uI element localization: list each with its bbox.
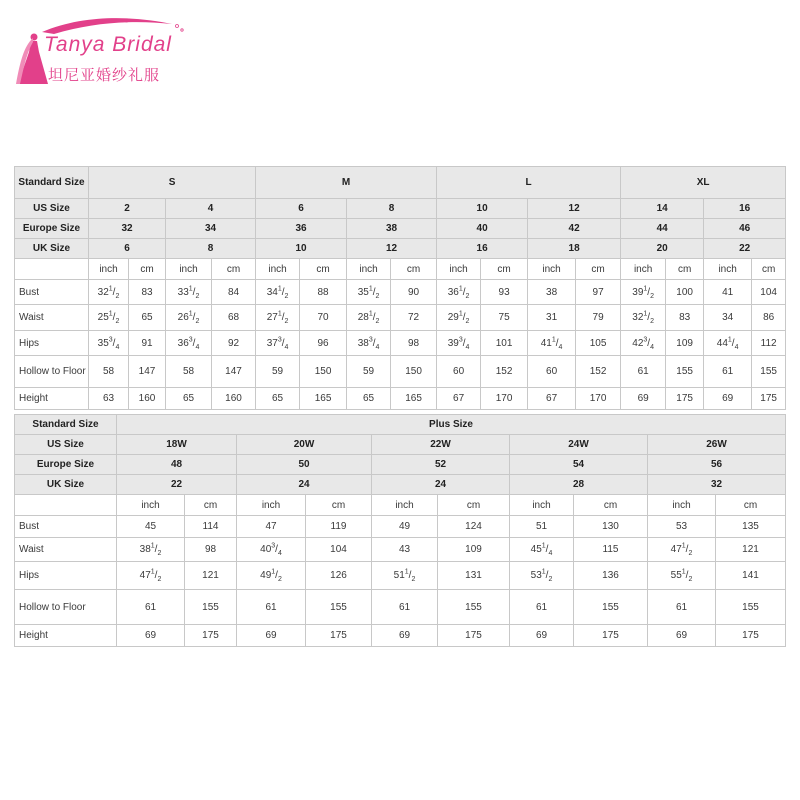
- measurement-value: 90: [391, 280, 437, 305]
- measurement-value: 79: [576, 305, 621, 331]
- measurement-value: 155: [185, 590, 237, 625]
- plus-size-group-row: [15, 415, 786, 435]
- measurement-value: 160: [129, 388, 166, 410]
- brand-name: Tanya Bridal: [44, 33, 172, 56]
- measurement-value: $41^1/_4$: [528, 331, 576, 356]
- measurement-row: [15, 516, 786, 538]
- unit-label: cm: [574, 495, 648, 516]
- standard-size-header: Standard Size: [15, 415, 117, 435]
- measurement-value: $32^1/_2$: [621, 305, 666, 331]
- measurement-value: 65: [129, 305, 166, 331]
- unit-label: inch: [372, 495, 438, 516]
- measurement-value: 160: [212, 388, 256, 410]
- unit-label: cm: [185, 495, 237, 516]
- us-size-value: 8: [347, 199, 437, 219]
- unit-label: cm: [129, 259, 166, 280]
- uk-size-row: [15, 239, 786, 259]
- measurement-value: 75: [481, 305, 528, 331]
- measurement-value: $47^1/_2$: [648, 538, 716, 562]
- unit-label: inch: [89, 259, 129, 280]
- measurement-value: 136: [574, 562, 648, 590]
- measurement-value: 84: [212, 280, 256, 305]
- measurement-value: 60: [528, 356, 576, 388]
- europe-size-label: Europe Size: [15, 455, 117, 475]
- europe-size-value: 52: [372, 455, 510, 475]
- measurement-value: $26^1/_2$: [166, 305, 212, 331]
- us-size-value: 26W: [648, 435, 786, 455]
- measurement-label: Waist: [15, 538, 117, 562]
- measurement-value: 175: [752, 388, 786, 410]
- europe-size-row: [15, 455, 786, 475]
- unit-label: inch: [166, 259, 212, 280]
- uk-size-value: 10: [256, 239, 347, 259]
- us-size-value: 16: [704, 199, 786, 219]
- unit-label: inch: [510, 495, 574, 516]
- us-size-value: 10: [437, 199, 528, 219]
- measurement-value: 49: [372, 516, 438, 538]
- measurement-value: $55^1/_2$: [648, 562, 716, 590]
- plus-size-header: Plus Size: [117, 415, 786, 435]
- europe-size-label: Europe Size: [15, 219, 89, 239]
- measurement-value: 63: [89, 388, 129, 410]
- measurement-value: 165: [391, 388, 437, 410]
- measurement-row: [15, 331, 786, 356]
- unit-label: inch: [237, 495, 306, 516]
- measurement-value: 67: [437, 388, 481, 410]
- uk-size-value: 18: [528, 239, 621, 259]
- uk-size-label: UK Size: [15, 475, 117, 495]
- measurement-value: 67: [528, 388, 576, 410]
- europe-size-value: 32: [89, 219, 166, 239]
- us-size-value: 4: [166, 199, 256, 219]
- unit-label: inch: [621, 259, 666, 280]
- measurement-value: 83: [129, 280, 166, 305]
- uk-size-row: [15, 475, 786, 495]
- us-size-value: 24W: [510, 435, 648, 455]
- measurement-row: [15, 625, 786, 647]
- measurement-value: 59: [347, 356, 391, 388]
- measurement-row: [15, 538, 786, 562]
- us-size-value: 14: [621, 199, 704, 219]
- measurement-value: 31: [528, 305, 576, 331]
- unit-label: cm: [438, 495, 510, 516]
- measurement-value: 41: [704, 280, 752, 305]
- uk-size-value: 8: [166, 239, 256, 259]
- measurement-value: 175: [438, 625, 510, 647]
- us-size-row: [15, 199, 786, 219]
- measurement-value: 59: [256, 356, 300, 388]
- uk-size-value: 24: [372, 475, 510, 495]
- measurement-value: 69: [621, 388, 666, 410]
- measurement-value: 70: [300, 305, 347, 331]
- standard-size-header: Standard Size: [15, 167, 89, 199]
- measurement-label: Waist: [15, 305, 89, 331]
- measurement-value: 175: [574, 625, 648, 647]
- size-chart-plus: [14, 414, 786, 647]
- measurement-value: 121: [185, 562, 237, 590]
- europe-size-value: 34: [166, 219, 256, 239]
- europe-size-value: 56: [648, 455, 786, 475]
- measurement-row: [15, 280, 786, 305]
- measurement-value: 69: [510, 625, 574, 647]
- europe-size-value: 42: [528, 219, 621, 239]
- measurement-value: 121: [716, 538, 786, 562]
- measurement-value: $33^1/_2$: [166, 280, 212, 305]
- measurement-label: Bust: [15, 280, 89, 305]
- measurement-value: 170: [576, 388, 621, 410]
- measurement-value: 92: [212, 331, 256, 356]
- measurement-value: 34: [704, 305, 752, 331]
- unit-label: inch: [347, 259, 391, 280]
- unit-label: cm: [666, 259, 704, 280]
- measurement-value: 155: [306, 590, 372, 625]
- measurement-value: 98: [391, 331, 437, 356]
- measurement-value: 93: [481, 280, 528, 305]
- measurement-value: $27^1/_2$: [256, 305, 300, 331]
- measurement-value: $35^1/_2$: [347, 280, 391, 305]
- measurement-value: $39^1/_2$: [621, 280, 666, 305]
- measurement-value: 65: [347, 388, 391, 410]
- europe-size-row: [15, 219, 786, 239]
- measurement-label: Height: [15, 625, 117, 647]
- us-size-value: 20W: [237, 435, 372, 455]
- us-size-value: 6: [256, 199, 347, 219]
- uk-size-value: 28: [510, 475, 648, 495]
- measurement-value: 175: [716, 625, 786, 647]
- europe-size-value: 46: [704, 219, 786, 239]
- measurement-value: 86: [752, 305, 786, 331]
- measurement-value: 61: [704, 356, 752, 388]
- measurement-row: [15, 356, 786, 388]
- measurement-value: 109: [666, 331, 704, 356]
- measurement-value: 61: [510, 590, 574, 625]
- measurement-value: $38^1/_2$: [117, 538, 185, 562]
- europe-size-value: 50: [237, 455, 372, 475]
- us-size-value: 18W: [117, 435, 237, 455]
- measurement-value: 45: [117, 516, 185, 538]
- unit-label: cm: [212, 259, 256, 280]
- measurement-value: 115: [574, 538, 648, 562]
- measurement-value: 109: [438, 538, 510, 562]
- europe-size-value: 48: [117, 455, 237, 475]
- size-chart-standard: [14, 166, 786, 410]
- measurement-value: 175: [306, 625, 372, 647]
- measurement-value: 65: [256, 388, 300, 410]
- measurement-value: 69: [704, 388, 752, 410]
- measurement-value: 69: [648, 625, 716, 647]
- europe-size-value: 54: [510, 455, 648, 475]
- measurement-value: 126: [306, 562, 372, 590]
- measurement-value: 175: [185, 625, 237, 647]
- measurement-value: 105: [576, 331, 621, 356]
- measurement-value: 104: [306, 538, 372, 562]
- measurement-value: 43: [372, 538, 438, 562]
- measurement-value: 155: [752, 356, 786, 388]
- measurement-value: $36^1/_2$: [437, 280, 481, 305]
- measurement-value: 69: [372, 625, 438, 647]
- unit-row-blank: [15, 495, 117, 516]
- measurement-value: 150: [300, 356, 347, 388]
- measurement-value: 100: [666, 280, 704, 305]
- unit-label: inch: [704, 259, 752, 280]
- measurement-value: 47: [237, 516, 306, 538]
- unit-label: cm: [300, 259, 347, 280]
- measurement-value: 119: [306, 516, 372, 538]
- uk-size-value: 12: [347, 239, 437, 259]
- measurement-value: 131: [438, 562, 510, 590]
- measurement-value: $51^1/_2$: [372, 562, 438, 590]
- measurement-value: 152: [576, 356, 621, 388]
- uk-size-value: 16: [437, 239, 528, 259]
- measurement-value: $28^1/_2$: [347, 305, 391, 331]
- uk-size-value: 22: [704, 239, 786, 259]
- measurement-value: $42^3/_4$: [621, 331, 666, 356]
- measurement-label: Hips: [15, 331, 89, 356]
- measurement-value: 135: [716, 516, 786, 538]
- unit-label: cm: [716, 495, 786, 516]
- uk-size-value: 32: [648, 475, 786, 495]
- measurement-value: 69: [237, 625, 306, 647]
- measurement-value: 175: [666, 388, 704, 410]
- brand-logo: [14, 10, 194, 90]
- measurement-value: 147: [129, 356, 166, 388]
- measurement-label: Hollow to Floor: [15, 356, 89, 388]
- measurement-value: 69: [117, 625, 185, 647]
- unit-label: inch: [528, 259, 576, 280]
- unit-label: inch: [256, 259, 300, 280]
- measurement-value: 124: [438, 516, 510, 538]
- measurement-value: $38^3/_4$: [347, 331, 391, 356]
- size-group-header: M: [256, 167, 437, 199]
- measurement-row: [15, 305, 786, 331]
- measurement-value: $53^1/_2$: [510, 562, 574, 590]
- size-group-header: L: [437, 167, 621, 199]
- europe-size-value: 38: [347, 219, 437, 239]
- brand-chinese-name: 坦尼亚婚纱礼服: [48, 67, 161, 84]
- measurement-value: 155: [716, 590, 786, 625]
- unit-label: cm: [481, 259, 528, 280]
- measurement-value: 38: [528, 280, 576, 305]
- us-size-value: 2: [89, 199, 166, 219]
- measurement-value: 98: [185, 538, 237, 562]
- measurement-value: $39^3/_4$: [437, 331, 481, 356]
- measurement-value: 96: [300, 331, 347, 356]
- measurement-value: 72: [391, 305, 437, 331]
- measurement-value: 60: [437, 356, 481, 388]
- measurement-value: $29^1/_2$: [437, 305, 481, 331]
- measurement-value: 83: [666, 305, 704, 331]
- us-size-row: [15, 435, 786, 455]
- measurement-value: 147: [212, 356, 256, 388]
- measurement-value: $45^1/_4$: [510, 538, 574, 562]
- measurement-value: 155: [438, 590, 510, 625]
- unit-label: cm: [306, 495, 372, 516]
- uk-size-value: 24: [237, 475, 372, 495]
- measurement-value: $32^1/_2$: [89, 280, 129, 305]
- measurement-value: 58: [166, 356, 212, 388]
- us-size-value: 22W: [372, 435, 510, 455]
- measurement-value: $40^3/_4$: [237, 538, 306, 562]
- size-group-header: S: [89, 167, 256, 199]
- measurement-row: [15, 388, 786, 410]
- unit-row-blank: [15, 259, 89, 280]
- europe-size-value: 40: [437, 219, 528, 239]
- uk-size-value: 6: [89, 239, 166, 259]
- measurement-value: $37^3/_4$: [256, 331, 300, 356]
- measurement-value: $47^1/_2$: [117, 562, 185, 590]
- measurement-value: 104: [752, 280, 786, 305]
- unit-label: inch: [437, 259, 481, 280]
- unit-label: inch: [117, 495, 185, 516]
- measurement-value: 61: [117, 590, 185, 625]
- measurement-value: 155: [574, 590, 648, 625]
- measurement-label: Hollow to Floor: [15, 590, 117, 625]
- measurement-value: 152: [481, 356, 528, 388]
- measurement-value: 165: [300, 388, 347, 410]
- unit-label: cm: [576, 259, 621, 280]
- measurement-value: 150: [391, 356, 437, 388]
- measurement-value: $25^1/_2$: [89, 305, 129, 331]
- us-size-label: US Size: [15, 199, 89, 219]
- measurement-label: Height: [15, 388, 89, 410]
- us-size-value: 12: [528, 199, 621, 219]
- measurement-value: 130: [574, 516, 648, 538]
- measurement-value: 61: [372, 590, 438, 625]
- measurement-value: 112: [752, 331, 786, 356]
- measurement-value: $49^1/_2$: [237, 562, 306, 590]
- measurement-value: 141: [716, 562, 786, 590]
- unit-row: [15, 495, 786, 516]
- measurement-label: Bust: [15, 516, 117, 538]
- unit-label: cm: [391, 259, 437, 280]
- uk-size-label: UK Size: [15, 239, 89, 259]
- measurement-value: 88: [300, 280, 347, 305]
- measurement-value: 53: [648, 516, 716, 538]
- measurement-value: 61: [621, 356, 666, 388]
- europe-size-value: 36: [256, 219, 347, 239]
- us-size-label: US Size: [15, 435, 117, 455]
- measurement-value: 61: [237, 590, 306, 625]
- measurement-label: Hips: [15, 562, 117, 590]
- europe-size-value: 44: [621, 219, 704, 239]
- measurement-value: 58: [89, 356, 129, 388]
- measurement-value: 91: [129, 331, 166, 356]
- measurement-value: $35^3/_4$: [89, 331, 129, 356]
- measurement-value: 155: [666, 356, 704, 388]
- unit-label: inch: [648, 495, 716, 516]
- measurement-value: 61: [648, 590, 716, 625]
- measurement-value: 51: [510, 516, 574, 538]
- measurement-row: [15, 562, 786, 590]
- uk-size-value: 22: [117, 475, 237, 495]
- unit-row: [15, 259, 786, 280]
- uk-size-value: 20: [621, 239, 704, 259]
- measurement-value: $34^1/_2$: [256, 280, 300, 305]
- measurement-value: 114: [185, 516, 237, 538]
- measurement-row: [15, 590, 786, 625]
- measurement-value: $36^3/_4$: [166, 331, 212, 356]
- measurement-value: 170: [481, 388, 528, 410]
- size-group-row: [15, 167, 786, 199]
- size-group-header: XL: [621, 167, 786, 199]
- measurement-value: 65: [166, 388, 212, 410]
- measurement-value: 101: [481, 331, 528, 356]
- measurement-value: $44^1/_4$: [704, 331, 752, 356]
- measurement-value: 97: [576, 280, 621, 305]
- unit-label: cm: [752, 259, 786, 280]
- measurement-value: 68: [212, 305, 256, 331]
